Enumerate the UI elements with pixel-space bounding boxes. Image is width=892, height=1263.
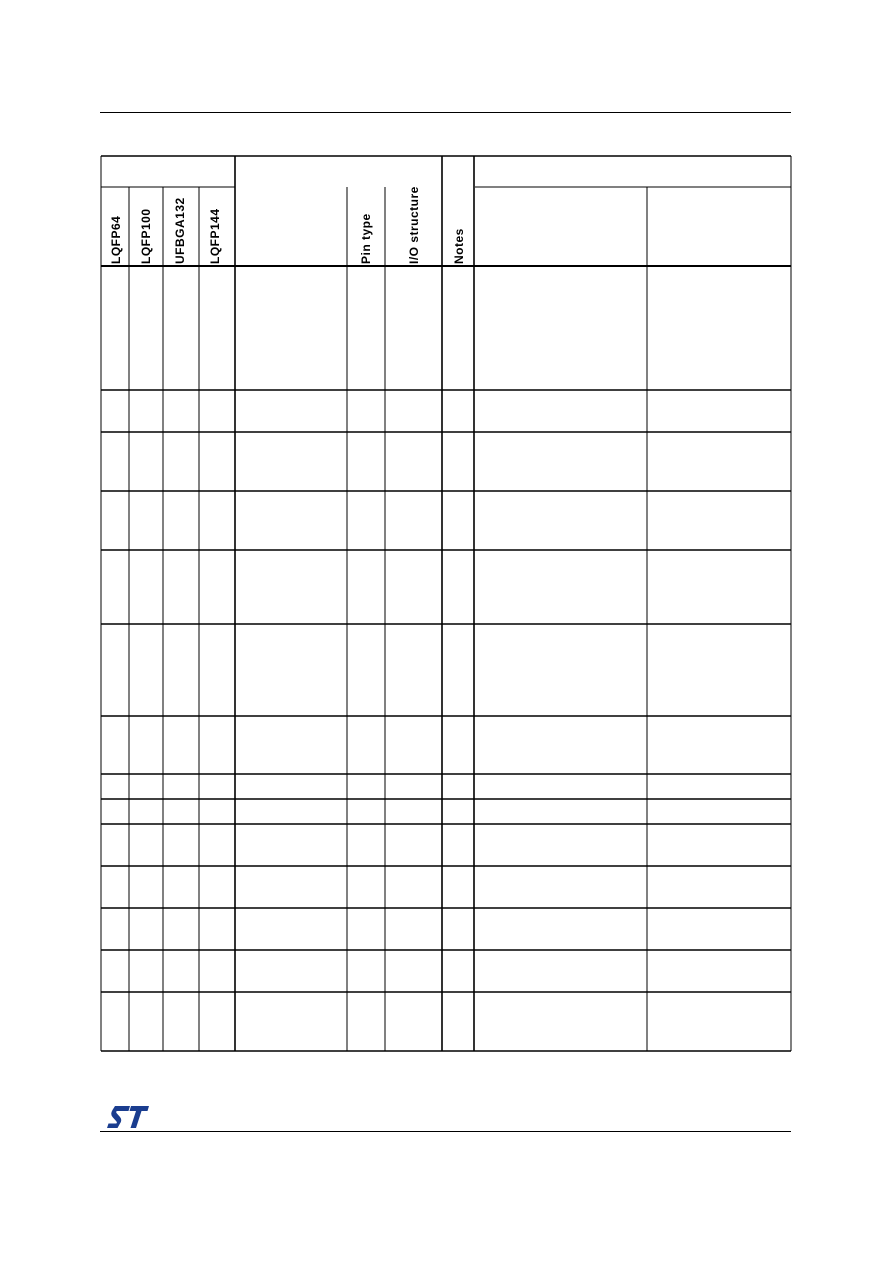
st-logo bbox=[106, 1104, 150, 1130]
st-logo-s bbox=[107, 1106, 130, 1128]
pin-table bbox=[101, 156, 791, 1051]
col-header-notes: Notes bbox=[452, 228, 466, 264]
footer-rule bbox=[100, 1131, 791, 1132]
col-header-lqfp100: LQFP100 bbox=[139, 208, 153, 264]
st-logo-t bbox=[130, 1106, 150, 1128]
col-header-pin-type: Pin type bbox=[359, 213, 373, 264]
col-header-io-structure: I/O structure bbox=[407, 186, 421, 264]
col-header-ufbga132: UFBGA132 bbox=[173, 197, 187, 264]
col-header-lqfp64: LQFP64 bbox=[109, 215, 123, 264]
header-rule bbox=[100, 112, 791, 113]
table-grid bbox=[101, 156, 791, 1051]
col-header-lqfp144: LQFP144 bbox=[208, 208, 222, 264]
